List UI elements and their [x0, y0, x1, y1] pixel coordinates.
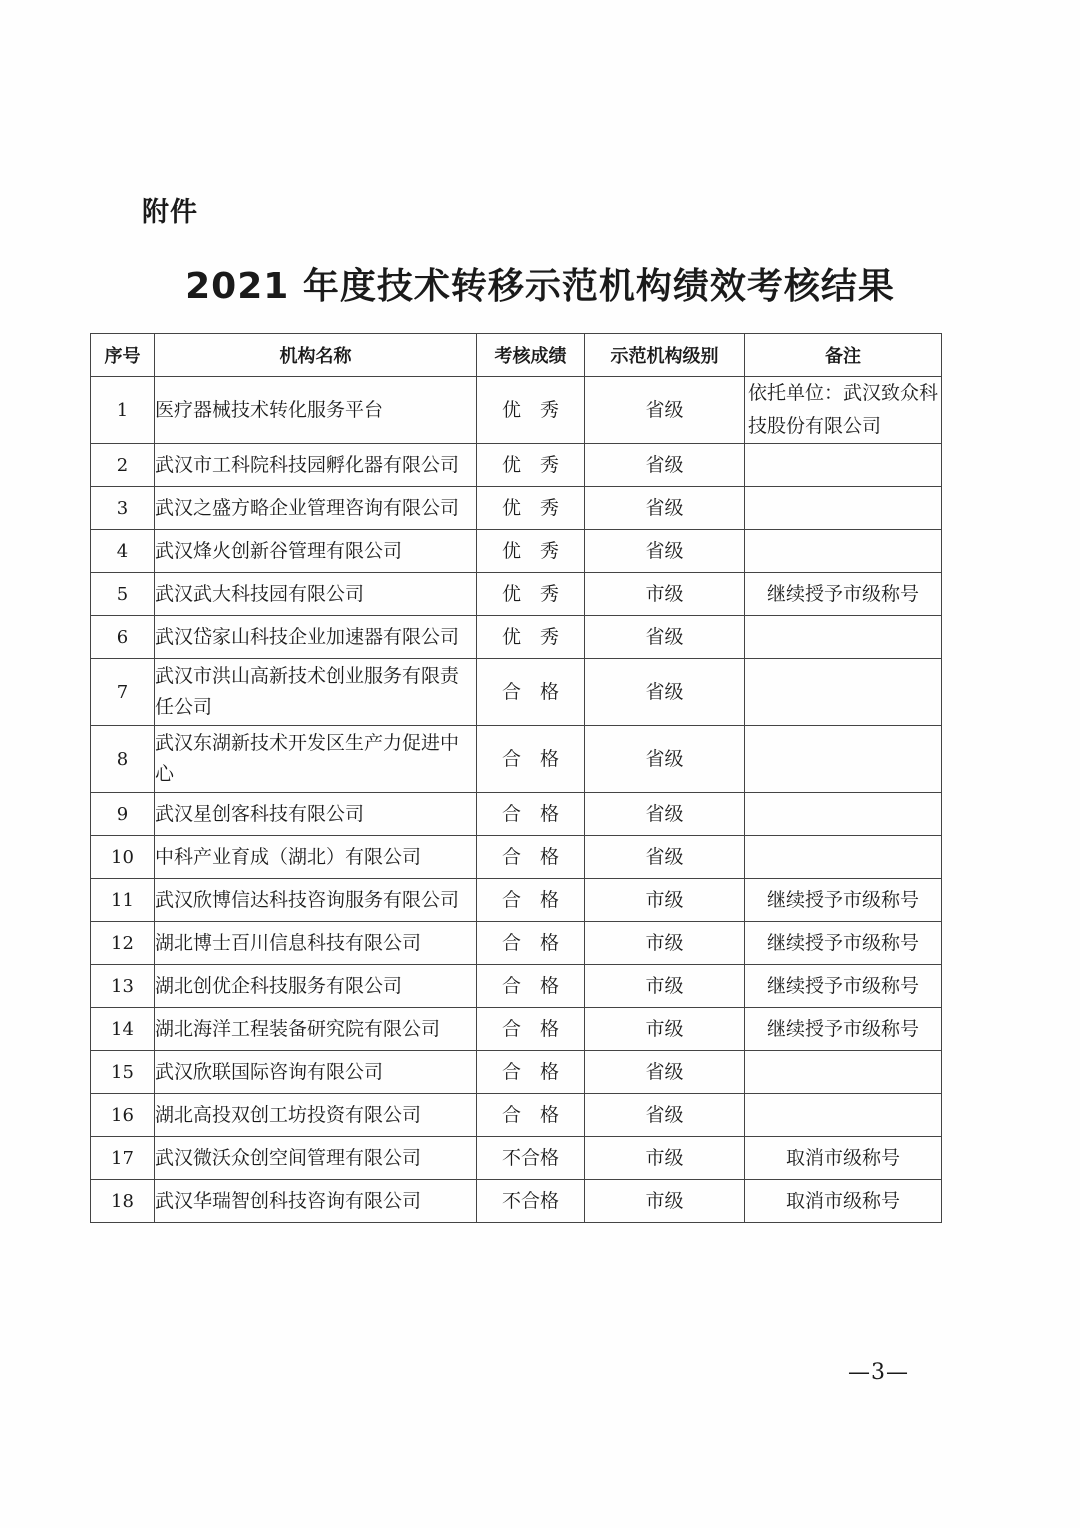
institution-name: 中科产业育成（湖北）有限公司	[155, 836, 477, 879]
institution-name: 医疗器械技术转化服务平台	[155, 377, 477, 444]
institution-name: 武汉华瑞智创科技咨询有限公司	[155, 1180, 477, 1223]
row-number: 7	[91, 659, 155, 726]
table-row	[91, 1137, 942, 1180]
table-row	[91, 377, 942, 444]
table-row	[91, 1094, 942, 1137]
assessment-grade: 不合格	[477, 1180, 585, 1223]
remark: 继续授予市级称号	[745, 1008, 942, 1051]
remark	[745, 616, 942, 659]
remark	[745, 836, 942, 879]
page-number: —3—	[848, 1360, 909, 1385]
table-row	[91, 793, 942, 836]
institution-level: 省级	[585, 1094, 745, 1137]
assessment-grade: 合 格	[477, 659, 585, 726]
row-number: 11	[91, 879, 155, 922]
assessment-grade: 优 秀	[477, 487, 585, 530]
row-number: 18	[91, 1180, 155, 1223]
institution-level: 省级	[585, 487, 745, 530]
institution-name: 武汉市工科院科技园孵化器有限公司	[155, 444, 477, 487]
table-row	[91, 726, 942, 793]
assessment-grade: 合 格	[477, 879, 585, 922]
remark	[745, 1051, 942, 1094]
header-name: 机构名称	[155, 334, 477, 377]
table-row	[91, 573, 942, 616]
remark	[745, 726, 942, 793]
institution-name: 武汉欣博信达科技咨询服务有限公司	[155, 879, 477, 922]
row-number: 3	[91, 487, 155, 530]
results-table	[90, 333, 942, 1223]
institution-level: 省级	[585, 793, 745, 836]
table-row	[91, 1008, 942, 1051]
assessment-grade: 合 格	[477, 1094, 585, 1137]
institution-name: 湖北高投双创工坊投资有限公司	[155, 1094, 477, 1137]
table-row	[91, 530, 942, 573]
document-title: 2021 年度技术转移示范机构绩效考核结果	[185, 266, 895, 307]
row-number: 9	[91, 793, 155, 836]
row-number: 15	[91, 1051, 155, 1094]
remark	[745, 793, 942, 836]
remark	[745, 487, 942, 530]
table-row	[91, 965, 942, 1008]
table-row	[91, 922, 942, 965]
institution-level: 省级	[585, 444, 745, 487]
institution-name: 湖北创优企科技服务有限公司	[155, 965, 477, 1008]
assessment-grade: 合 格	[477, 836, 585, 879]
assessment-grade: 优 秀	[477, 444, 585, 487]
institution-name: 湖北博士百川信息科技有限公司	[155, 922, 477, 965]
row-number: 14	[91, 1008, 155, 1051]
table-body	[91, 377, 942, 1223]
assessment-grade: 优 秀	[477, 377, 585, 444]
assessment-grade: 合 格	[477, 1051, 585, 1094]
assessment-grade: 合 格	[477, 1008, 585, 1051]
assessment-grade: 合 格	[477, 922, 585, 965]
assessment-grade: 优 秀	[477, 573, 585, 616]
institution-level: 市级	[585, 965, 745, 1008]
institution-name: 武汉东湖新技术开发区生产力促进中心	[155, 726, 477, 793]
institution-level: 市级	[585, 573, 745, 616]
remark	[745, 659, 942, 726]
header-no: 序号	[91, 334, 155, 377]
assessment-grade: 优 秀	[477, 530, 585, 573]
row-number: 12	[91, 922, 155, 965]
remark: 继续授予市级称号	[745, 879, 942, 922]
institution-level: 市级	[585, 922, 745, 965]
row-number: 6	[91, 616, 155, 659]
institution-name: 武汉微沃众创空间管理有限公司	[155, 1137, 477, 1180]
institution-name: 武汉星创客科技有限公司	[155, 793, 477, 836]
institution-name: 湖北海洋工程装备研究院有限公司	[155, 1008, 477, 1051]
institution-level: 省级	[585, 377, 745, 444]
institution-level: 省级	[585, 836, 745, 879]
row-number: 17	[91, 1137, 155, 1180]
remark: 依托单位：武汉致众科技股份有限公司	[745, 377, 942, 444]
institution-name: 武汉烽火创新谷管理有限公司	[155, 530, 477, 573]
remark: 取消市级称号	[745, 1137, 942, 1180]
remark: 继续授予市级称号	[745, 922, 942, 965]
header-level: 示范机构级别	[585, 334, 745, 377]
row-number: 8	[91, 726, 155, 793]
institution-name: 武汉武大科技园有限公司	[155, 573, 477, 616]
table-row	[91, 1051, 942, 1094]
attachment-label: 附件	[142, 197, 198, 228]
table-row	[91, 487, 942, 530]
institution-name: 武汉之盛方略企业管理咨询有限公司	[155, 487, 477, 530]
remark	[745, 444, 942, 487]
institution-level: 省级	[585, 530, 745, 573]
institution-level: 市级	[585, 879, 745, 922]
table-row	[91, 444, 942, 487]
row-number: 10	[91, 836, 155, 879]
remark: 继续授予市级称号	[745, 573, 942, 616]
assessment-grade: 不合格	[477, 1137, 585, 1180]
table-header-row	[91, 334, 942, 377]
row-number: 16	[91, 1094, 155, 1137]
table-row	[91, 1180, 942, 1223]
institution-level: 市级	[585, 1180, 745, 1223]
row-number: 1	[91, 377, 155, 444]
table-row	[91, 659, 942, 726]
row-number: 5	[91, 573, 155, 616]
institution-level: 市级	[585, 1008, 745, 1051]
row-number: 4	[91, 530, 155, 573]
table-row	[91, 616, 942, 659]
row-number: 2	[91, 444, 155, 487]
institution-level: 省级	[585, 616, 745, 659]
table-row	[91, 879, 942, 922]
remark	[745, 1094, 942, 1137]
assessment-grade: 优 秀	[477, 616, 585, 659]
remark: 继续授予市级称号	[745, 965, 942, 1008]
assessment-grade: 合 格	[477, 965, 585, 1008]
header-note: 备注	[745, 334, 942, 377]
institution-name: 武汉岱家山科技企业加速器有限公司	[155, 616, 477, 659]
table-row	[91, 836, 942, 879]
institution-level: 市级	[585, 1137, 745, 1180]
header-grade: 考核成绩	[477, 334, 585, 377]
remark: 取消市级称号	[745, 1180, 942, 1223]
institution-level: 省级	[585, 1051, 745, 1094]
remark	[745, 530, 942, 573]
institution-level: 省级	[585, 726, 745, 793]
row-number: 13	[91, 965, 155, 1008]
institution-name: 武汉市洪山高新技术创业服务有限责任公司	[155, 659, 477, 726]
institution-level: 省级	[585, 659, 745, 726]
assessment-grade: 合 格	[477, 726, 585, 793]
assessment-grade: 合 格	[477, 793, 585, 836]
institution-name: 武汉欣联国际咨询有限公司	[155, 1051, 477, 1094]
